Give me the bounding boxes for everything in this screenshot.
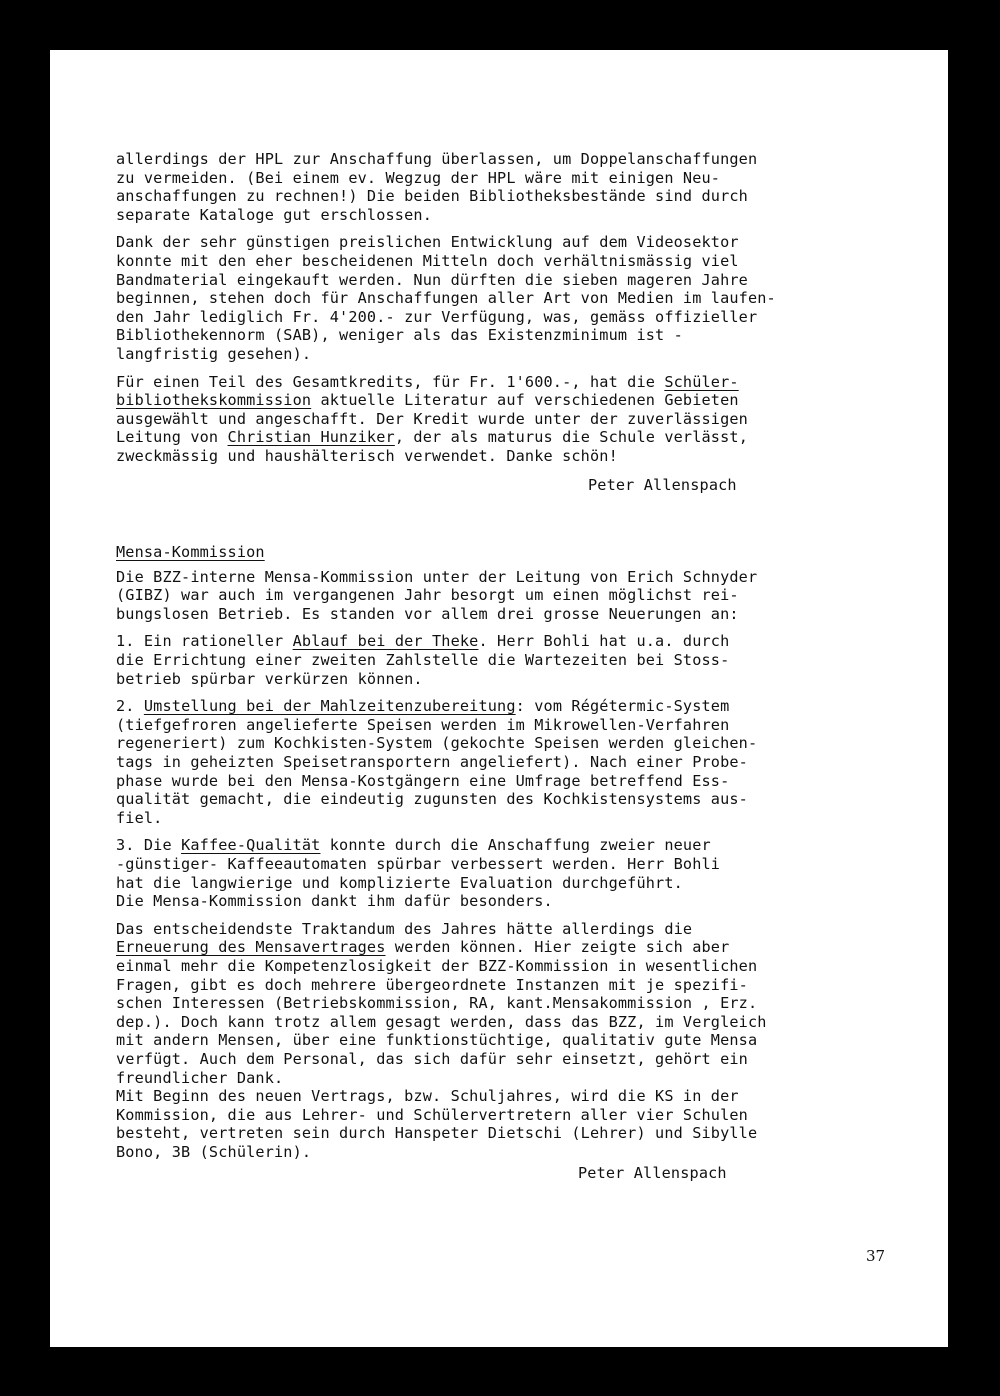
section-heading-text: Mensa-Kommission [116, 543, 265, 562]
text-line: Mit Beginn des neuen Vertrags, bzw. Schuljahres, wird die KS in der [116, 1087, 739, 1106]
text-line: Das entscheidendste Traktandum des Jahres hätte allerdings die [116, 919, 693, 938]
text-line: mit andern Mensen, über eine funktionstüchtige, qualitativ gute Mensa [116, 1031, 758, 1050]
text-line: Bibliothekennorm (SAB), weniger als das Existenzminimum ist - [116, 326, 683, 345]
text-line: langfristig gesehen). [116, 344, 312, 363]
text-run: 2. [116, 697, 144, 716]
text-line [116, 938, 906, 957]
list-item-3 [116, 836, 906, 910]
text-line [116, 836, 906, 855]
text-line [116, 391, 906, 410]
text-run: : vom Régétermic-System [515, 697, 730, 716]
paragraph-mensa-intro [116, 568, 906, 624]
text-run: Für einen Teil des Gesamtkredits, für Fr. 1'600.-, hat die [116, 372, 665, 391]
list-item-2 [116, 697, 906, 827]
underlined-term: Schüler- [664, 372, 739, 391]
text-line: bungslosen Betrieb. Es standen vor allem drei grosse Neuerungen an: [116, 604, 739, 623]
text-line: Fragen, gibt es doch mehrere übergeordnete Instanzen mit je spezifi- [116, 975, 748, 994]
underlined-term: Ablauf bei der Theke [292, 632, 479, 651]
paragraph-library-3 [116, 373, 906, 466]
text-run: konnte durch die Anschaffung zweier neuer [320, 836, 711, 855]
text-line: (GIBZ) war auch im vergangenen Jahr besorgt um einen möglichst rei- [116, 586, 739, 605]
text-line [116, 697, 906, 716]
section-heading [116, 543, 906, 562]
text-line: ausgewählt und angeschafft. Der Kredit wurde unter der zuverlässigen [116, 409, 748, 428]
page-number: 37 [866, 1247, 886, 1265]
signature-2: Peter Allenspach [578, 1163, 727, 1182]
text-line: regeneriert) zum Kochkisten-System (gekochte Speisen werden gleichen- [116, 734, 758, 753]
text-line: die Errichtung einer zweiten Zahlstelle die Wartezeiten bei Stoss- [116, 651, 730, 670]
underlined-term: bibliothekskommission [116, 391, 312, 410]
text-line: Bono, 3B (Schülerin). [116, 1142, 312, 1161]
text-line: besteht, vertreten sein durch Hanspeter Dietschi (Lehrer) und Sibylle [116, 1124, 758, 1143]
text-line: betrieb spürbar verkürzen können. [116, 669, 423, 688]
underlined-term: Kaffee-Qualität [181, 836, 321, 855]
paragraph-library-2 [116, 233, 906, 363]
text-run: , der als maturus die Schule verlässt, [394, 428, 748, 447]
text-line: anschaffungen zu rechnen!) Die beiden Bibliotheksbestände sind durch [116, 187, 748, 206]
text-line: qualität gemacht, die eindeutig zugunsten des Kochkistensystems aus- [116, 790, 748, 809]
text-line: Bandmaterial eingekauft werden. Nun dürften die sieben mageren Jahre [116, 270, 748, 289]
text-line: separate Kataloge gut erschlossen. [116, 205, 432, 224]
text-line: schen Interessen (Betriebskommission, RA, kant.Mensakommission , Erz. [116, 994, 758, 1013]
text-line: konnte mit den eher bescheidenen Mitteln doch verhältnismässig viel [116, 251, 739, 270]
text-line [116, 373, 906, 392]
text-line [116, 428, 906, 447]
text-line: -günstiger- Kaffeeautomaten spürbar verbessert werden. Herr Bohli [116, 855, 721, 873]
text-line: den Jahr lediglich Fr. 4'200.- zur Verfügung, was, gemäss offizieller [116, 307, 758, 326]
text-line: beginnen, stehen doch für Anschaffungen aller Art von Medien im laufen- [116, 289, 776, 308]
text-line: zu vermeiden. (Bei einem ev. Wegzug der HPL wäre mit einigen Neu- [116, 168, 721, 187]
text-line: tags in geheizten Speisetransportern angeliefert). Nach einer Probe- [116, 753, 748, 772]
text-line: allerdings der HPL zur Anschaffung überlassen, um Doppelanschaffungen [116, 150, 758, 168]
underlined-term: Erneuerung des Mensavertrages [116, 938, 386, 957]
text-run: werden können. Hier zeigte sich aber [385, 938, 730, 957]
paragraph-mensa-contract [116, 920, 906, 1162]
text-line: freundlicher Dank. [116, 1068, 284, 1087]
text-line: (tiefgefroren angelieferte Speisen werden im Mikrowellen-Verfahren [116, 715, 730, 734]
text-line: einmal mehr die Kompetenzlosigkeit der BZZ-Kommission in wesentlichen [116, 956, 758, 975]
text-run: Leitung von [116, 428, 228, 447]
text-line: Dank der sehr günstigen preislichen Entwicklung auf dem Videosektor [116, 233, 739, 252]
text-run: aktuelle Literatur auf verschiedenen Gebieten [311, 391, 739, 410]
list-item-1 [116, 632, 906, 688]
text-line: Die Mensa-Kommission dankt ihm dafür besonders. [116, 892, 553, 911]
text-line: verfügt. Auch dem Personal, das sich dafür sehr einsetzt, gehört ein [116, 1049, 748, 1068]
text-run: 1. Ein rationeller [116, 632, 293, 651]
text-line: fiel. [116, 808, 163, 827]
paragraph-library-1 [116, 150, 906, 224]
text-line: Die BZZ-interne Mensa-Kommission unter der Leitung von Erich Schnyder [116, 567, 758, 586]
text-line: phase wurde bei den Mensa-Kostgängern eine Umfrage betreffend Ess- [116, 771, 730, 790]
text-line: zweckmässig und haushälterisch verwendet. Danke schön! [116, 446, 618, 465]
underlined-name: Christian Hunziker [227, 428, 395, 447]
underlined-term: Umstellung bei der Mahlzeitenzubereitung [143, 697, 516, 716]
text-line: dep.). Doch kann trotz allem gesagt werden, dass das BZZ, im Vergleich [116, 1012, 767, 1031]
text-line: Kommission, die aus Lehrer- und Schülervertretern aller vier Schulen [116, 1105, 748, 1124]
signature-1: Peter Allenspach [588, 475, 737, 494]
text-run: 3. Die [116, 836, 182, 855]
page-content [116, 150, 906, 1182]
text-run: . Herr Bohli hat u.a. durch [478, 632, 730, 651]
text-line [116, 632, 906, 651]
text-line: hat die langwierige und komplizierte Evaluation durchgeführt. [116, 873, 683, 892]
document-page [50, 50, 948, 1347]
